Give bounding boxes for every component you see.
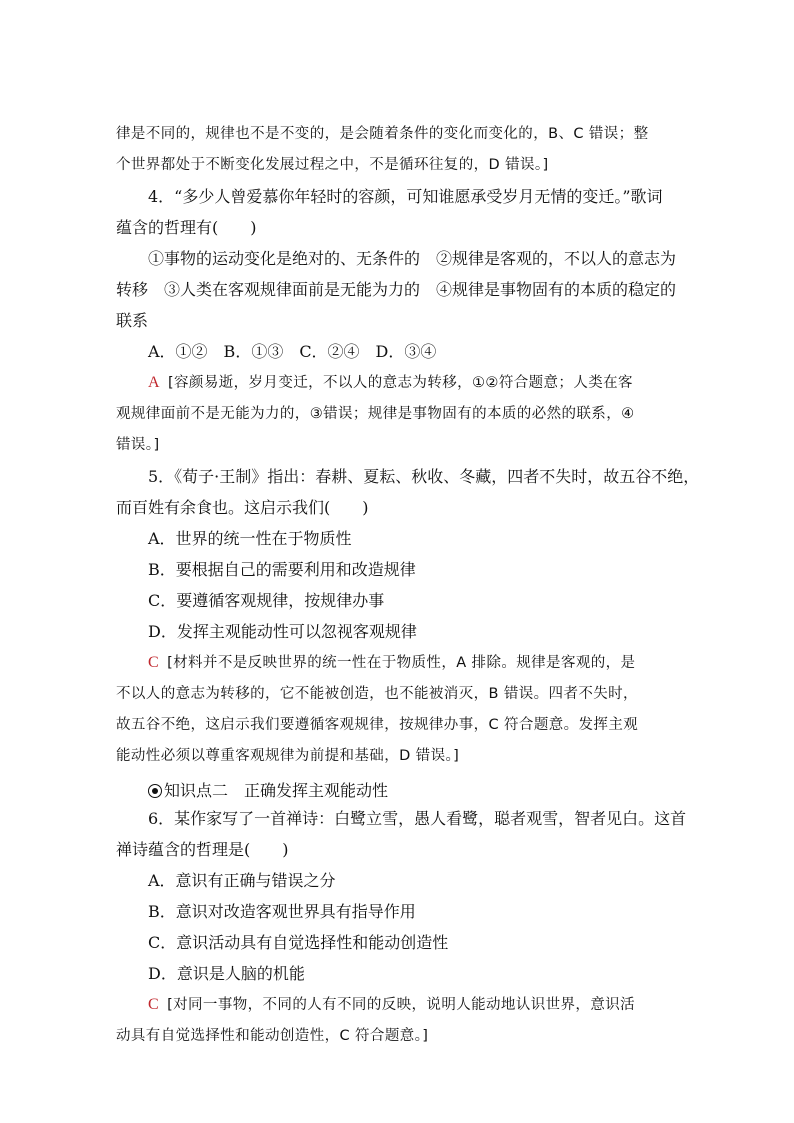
q4-option-line-2: 转移 ③人类在客观规律面前是无能为力的 ④规律是事物固有的本质的稳定的 xyxy=(116,280,677,299)
q5-stem-line-2: 而百姓有余食也。这启示我们( ) xyxy=(116,498,369,517)
q4-explanation-line-1 xyxy=(148,373,633,393)
q6-stem-line-2: 禅诗蕴含的哲理是( ) xyxy=(116,840,289,859)
q5-stem-line-1: 5．《荀子·王制》指出：春耕、夏耘、秋收、冬藏，四者不失时，故五谷不绝， xyxy=(148,467,700,486)
q5-explanation-text-1: [材料并不是反映世界的统一性在于物质性，A 排除。规律是客观的，是 xyxy=(167,655,636,671)
q6-explanation-line-2: 动具有自觉选择性和能动创造性，C 符合题意。] xyxy=(116,1028,429,1044)
q5-answer-key: C xyxy=(148,654,160,671)
q4-option-line-3: 联系 xyxy=(116,311,149,330)
q5-explanation-line-3: 故五谷不绝，这启示我们要遵循客观规律，按规律办事，C 符合题意。发挥主观 xyxy=(116,717,639,733)
q5-option-b: B．要根据自己的需要利用和改造规律 xyxy=(148,560,416,579)
q4-stem-line-2: 蕴含的哲理有( ) xyxy=(116,218,257,237)
carryover-line-2: 个世界都处于不断变化发展过程之中，不是循环往复的，D 错误。] xyxy=(116,157,549,173)
q6-explanation-line-1 xyxy=(148,995,635,1015)
q5-explanation-line-4: 能动性必须以尊重客观规律为前提和基础，D 错误。] xyxy=(116,748,460,764)
q5-explanation-line-2: 不以人的意志为转移的，它不能被创造，也不能被消灭，B 错误。四者不失时， xyxy=(116,686,638,702)
q4-option-line-1: ①事物的运动变化是绝对的、无条件的 ②规律是客观的，不以人的意志为 xyxy=(148,249,677,268)
q4-choices: A．①② B．①③ C．②④ D．③④ xyxy=(148,342,437,361)
q5-option-c: C．要遵循客观规律，按规律办事 xyxy=(148,591,385,610)
q6-option-d: D．意识是人脑的机能 xyxy=(148,964,305,983)
q4-explanation-line-2: 观规律面前不是无能为力的，③错误；规律是事物固有的本质的必然的联系，④ xyxy=(116,406,635,422)
q4-answer-key: A xyxy=(148,374,160,391)
q5-explanation-line-1 xyxy=(148,653,635,673)
section-heading xyxy=(148,778,388,801)
section-title: 知识点二 正确发挥主观能动性 xyxy=(164,781,389,800)
section-bullet-icon xyxy=(148,784,162,798)
q4-explanation-text-1: [容颜易逝，岁月变迁，不以人的意志为转移，①②符合题意；人类在客 xyxy=(167,375,633,391)
q4-explanation-line-3: 错误。] xyxy=(116,437,160,453)
q6-explanation-text-1: [对同一事物，不同的人有不同的反映，说明人能动地认识世界，意识活 xyxy=(167,997,636,1013)
q5-option-d: D．发挥主观能动性可以忽视客观规律 xyxy=(148,622,417,641)
carryover-line-1: 律是不同的，规律也不是不变的，是会随着条件的变化而变化的，B、C 错误；整 xyxy=(116,126,649,142)
q6-option-a: A．意识有正确与错误之分 xyxy=(148,871,336,890)
q6-answer-key: C xyxy=(148,996,160,1013)
q6-option-b: B．意识对改造客观世界具有指导作用 xyxy=(148,902,416,921)
q6-option-c: C．意识活动具有自觉选择性和能动创造性 xyxy=(148,933,449,952)
q4-stem-line-1: 4．“多少人曾爱慕你年轻时的容颜，可知谁愿承受岁月无情的变迁。”歌词 xyxy=(148,187,663,206)
q5-option-a: A．世界的统一性在于物质性 xyxy=(148,529,352,548)
q6-stem-line-1: 6．某作家写了一首禅诗：白鹭立雪，愚人看鹭，聪者观雪，智者见白。这首 xyxy=(148,809,687,828)
